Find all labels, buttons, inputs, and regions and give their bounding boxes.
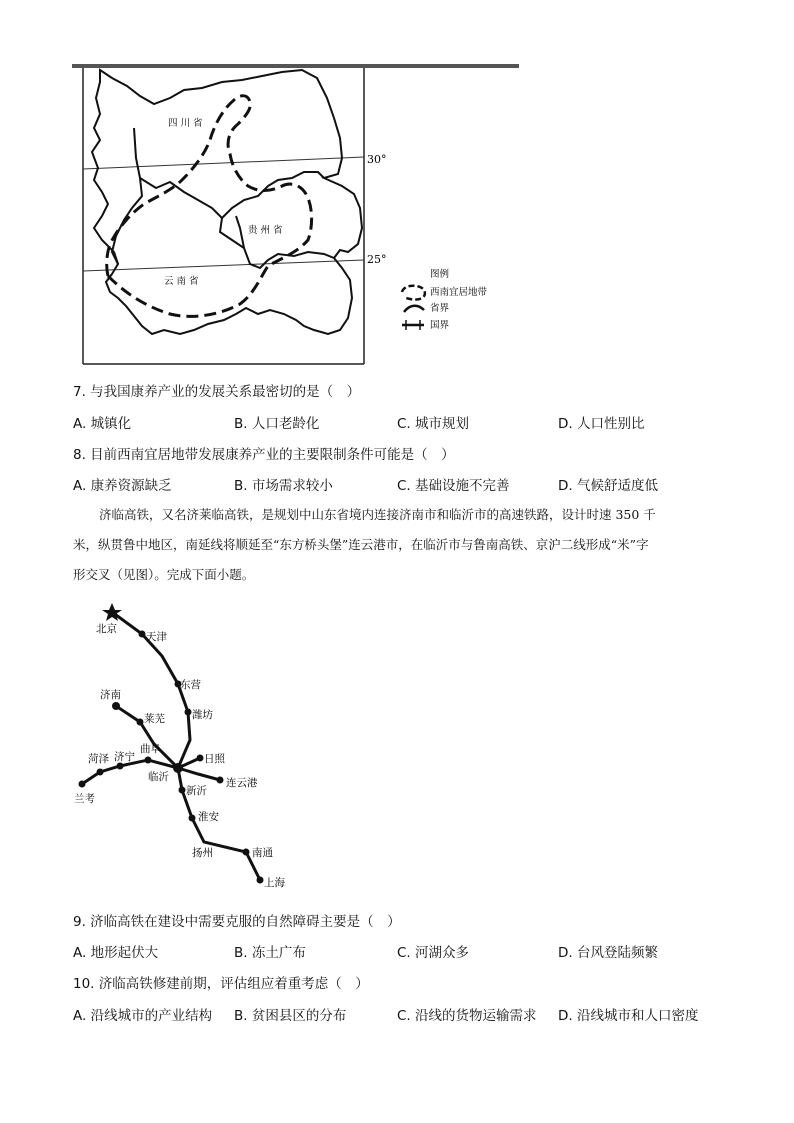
label-yunnan: 云 南 省 <box>164 276 199 287</box>
question-8: 8. 目前西南宜居地带发展康养产业的主要限制条件可能是（ ） <box>73 447 455 463</box>
label-lat-25: 25° <box>367 253 387 266</box>
passage-line-3: 形交叉（见图）。完成下面小题。 <box>73 567 255 582</box>
station-shanghai: 上海 <box>264 877 285 889</box>
q8-option-a[interactable]: A. 康养资源缺乏 <box>73 478 172 494</box>
q8-option-b[interactable]: B. 市场需求较小 <box>234 478 333 494</box>
station-lianyungang: 连云港 <box>226 777 258 789</box>
passage <box>73 500 723 590</box>
q8-option-c[interactable]: C. 基础设施不完善 <box>397 478 510 494</box>
station-linyi: 临沂 <box>148 771 169 783</box>
station-rizhao: 日照 <box>204 753 225 765</box>
q8-option-d[interactable]: D. 气候舒适度低 <box>558 478 658 494</box>
station-beijing: 北京 <box>96 623 117 635</box>
station-yangzhou: 扬州 <box>192 847 213 859</box>
q7-option-b[interactable]: B. 人口老龄化 <box>234 416 320 432</box>
legend-title: 图例 <box>430 269 450 280</box>
station-dongying: 东营 <box>180 679 201 691</box>
q7-option-d[interactable]: D. 人口性别比 <box>558 416 645 432</box>
station-tianjin: 天津 <box>146 631 167 643</box>
station-lankao: 兰考 <box>74 793 95 805</box>
q10-option-d[interactable]: D. 沿线城市和人口密度 <box>558 1008 699 1024</box>
q9-option-c[interactable]: C. 河湖众多 <box>397 945 470 961</box>
legend-province-border: 省界 <box>430 303 450 314</box>
station-laiwu: 莱芜 <box>144 713 165 725</box>
question-7: 7. 与我国康养产业的发展关系最密切的是（ ） <box>73 384 361 400</box>
q9-option-a[interactable]: A. 地形起伏大 <box>73 945 159 961</box>
q9-option-b[interactable]: B. 冻土广布 <box>234 945 306 961</box>
station-xinyi: 新沂 <box>186 785 207 797</box>
station-weifang: 潍坊 <box>192 709 213 721</box>
passage-line-1: 济临高铁，又名济莱临高铁，是规划中山东省境内连接济南市和临沂市的高速铁路，设计时速 350 千 <box>99 507 656 522</box>
station-jinan: 济南 <box>100 689 121 701</box>
station-heze: 菏泽 <box>88 753 109 765</box>
station-nantong: 南通 <box>252 847 273 859</box>
station-huaian: 淮安 <box>198 811 219 823</box>
station-jining: 济宁 <box>114 751 135 763</box>
station-qufu: 曲阜 <box>140 743 161 755</box>
question-9: 9. 济临高铁在建设中需要克服的自然障碍主要是（ ） <box>73 914 401 930</box>
railway-map <box>70 600 310 900</box>
passage-line-2: 米，纵贯鲁中地区，南延线将顺延至“东方桥头堡”连云港市，在临沂市与鲁南高铁、京沪二线形成“米”字 <box>73 537 649 552</box>
q10-option-a[interactable]: A. 沿线城市的产业结构 <box>73 1008 213 1024</box>
q7-option-c[interactable]: C. 城市规划 <box>397 416 470 432</box>
q10-option-b[interactable]: B. 贫困县区的分布 <box>234 1008 347 1024</box>
legend-livable: 西南宜居地带 <box>430 287 488 298</box>
q7-option-a[interactable]: A. 城镇化 <box>73 416 132 432</box>
legend-national-border: 国界 <box>430 320 450 331</box>
label-sichuan: 四 川 省 <box>168 118 203 129</box>
label-lat-30: 30° <box>367 153 387 166</box>
q9-option-d[interactable]: D. 台风登陆频繁 <box>558 945 658 961</box>
q10-option-c[interactable]: C. 沿线的货物运输需求 <box>397 1008 537 1024</box>
question-10: 10. 济临高铁修建前期，评估组应着重考虑（ ） <box>73 976 369 992</box>
southwest-map <box>72 68 488 368</box>
label-guizhou: 贵 州 省 <box>248 225 283 236</box>
